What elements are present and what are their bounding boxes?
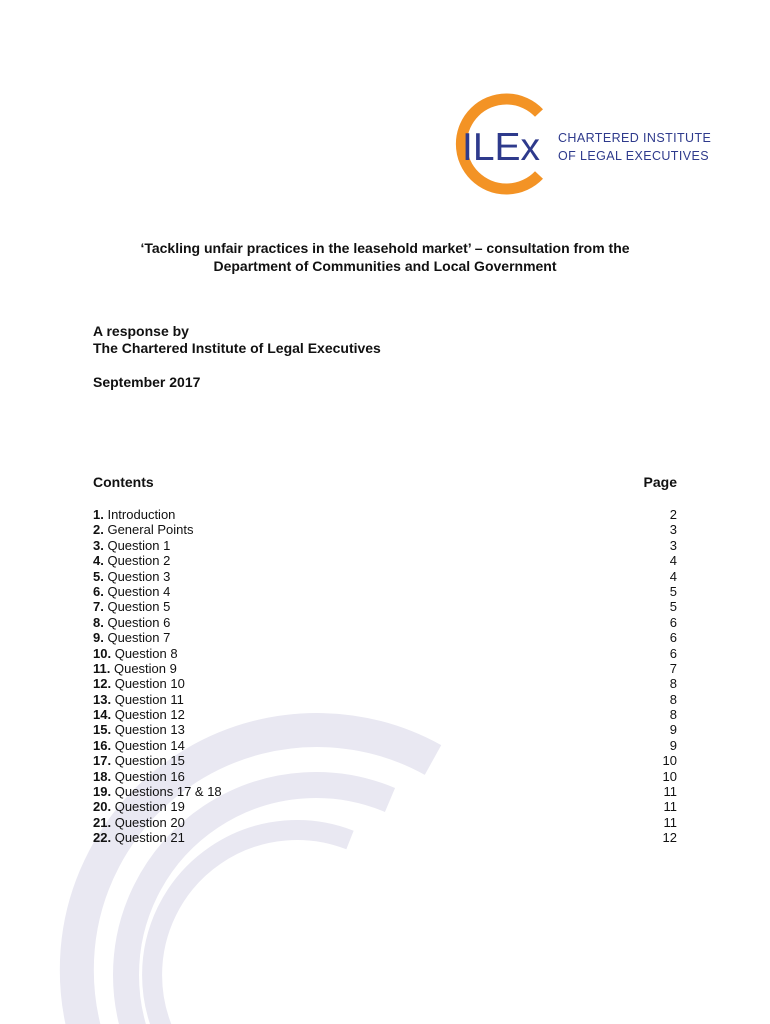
toc-item-label: Question 21 <box>114 830 185 846</box>
toc-item <box>93 584 677 599</box>
toc-item-page: 11 <box>663 799 677 815</box>
toc-item-title <box>93 769 185 784</box>
toc-item-label: Question 7 <box>107 630 171 646</box>
toc-item <box>93 553 677 568</box>
response-by <box>93 323 381 357</box>
toc-item <box>93 615 677 630</box>
toc-item-page: 3 <box>669 537 677 553</box>
toc-item <box>93 738 677 753</box>
toc-item-page: 8 <box>669 707 677 723</box>
toc-item-page: 2 <box>669 507 677 522</box>
response-line2: The Chartered Institute of Legal Executives <box>93 340 381 356</box>
toc-item-number: 13. <box>93 691 112 707</box>
toc-item <box>93 830 677 845</box>
title-line2: Department of Communities and Local Government <box>213 258 557 274</box>
toc-item-page: 12 <box>662 830 677 846</box>
toc-item-page: 9 <box>669 722 677 738</box>
toc-item <box>93 722 677 737</box>
toc-item-title <box>93 553 170 568</box>
toc-item <box>93 799 677 814</box>
toc-item-label: Question 5 <box>107 599 171 615</box>
toc-item-page: 9 <box>669 737 677 753</box>
toc-item-page: 6 <box>669 645 677 661</box>
toc-item-label: Question 4 <box>107 583 171 599</box>
toc-item <box>93 538 677 553</box>
toc-item <box>93 661 677 676</box>
toc-item-number: 7. <box>93 599 104 615</box>
toc-item-number: 18. <box>93 768 112 784</box>
toc-item-number: 4. <box>93 553 104 569</box>
toc-item <box>93 753 677 768</box>
toc-item-title <box>93 661 177 676</box>
toc-item-label: Question 11 <box>114 691 184 707</box>
toc-item-page: 5 <box>669 583 677 599</box>
toc-item-number: 5. <box>93 568 104 584</box>
toc-item-label: Questions 17 & 18 <box>114 784 222 800</box>
toc-item-label: Question 10 <box>114 676 185 692</box>
toc-item-label: General Points <box>107 522 194 538</box>
toc-item-number: 11. <box>93 660 111 676</box>
toc-item-number: 15. <box>93 722 112 738</box>
toc-item-title <box>93 615 170 630</box>
toc-item-title <box>93 707 185 722</box>
toc-item-label: Question 12 <box>114 707 185 723</box>
toc-item <box>93 630 677 645</box>
toc-item-page: 7 <box>669 660 677 676</box>
toc-item-number: 14. <box>93 707 112 723</box>
toc-item-number: 22. <box>93 830 112 846</box>
toc-item-label: Question 15 <box>114 753 185 769</box>
toc-item-label: Question 8 <box>114 645 178 661</box>
toc-item-number: 10. <box>93 645 112 661</box>
toc-item-label: Question 16 <box>114 768 185 784</box>
toc-item-number: 19. <box>93 784 112 800</box>
toc-item <box>93 676 677 691</box>
toc-item-title <box>93 538 170 553</box>
toc-item-number: 20. <box>93 799 112 815</box>
toc-item <box>93 569 677 584</box>
toc-item-title <box>93 676 185 691</box>
toc-item-page: 10 <box>662 753 677 769</box>
toc-item-number: 16. <box>93 737 112 753</box>
toc-item-title <box>93 630 170 645</box>
logo-mark-text: ILEx <box>462 126 541 169</box>
toc-item <box>93 784 677 799</box>
toc-item-page: 8 <box>669 676 677 692</box>
response-line1: A response by <box>93 323 189 339</box>
document-title <box>0 239 770 275</box>
toc-item <box>93 692 677 707</box>
toc-item-page: 4 <box>669 568 677 584</box>
toc-item-title <box>93 815 185 830</box>
toc-item-label: Question 2 <box>107 553 171 569</box>
toc-item-page: 3 <box>669 522 677 538</box>
toc-item <box>93 599 677 614</box>
toc-item-title <box>93 722 185 737</box>
toc-item-number: 3. <box>93 537 104 553</box>
toc-item-number: 21. <box>93 814 112 830</box>
toc-item-title <box>93 522 193 537</box>
toc-item-label: Question 9 <box>113 660 177 676</box>
toc-item-label: Introduction <box>107 507 176 522</box>
toc-item-title <box>93 646 178 661</box>
toc-item-title <box>93 507 175 522</box>
toc-item <box>93 815 677 830</box>
title-line1: ‘Tackling unfair practices in the leasehold market’ – consultation from the <box>140 240 630 256</box>
toc-item-page: 4 <box>669 553 677 569</box>
toc-item-title <box>93 599 170 614</box>
toc-item-label: Question 20 <box>114 814 185 830</box>
table-of-contents <box>93 507 677 846</box>
toc-item-number: 12. <box>93 676 112 692</box>
toc-item-title <box>93 753 185 768</box>
toc-item-label: Question 13 <box>114 722 185 738</box>
toc-item-page: 6 <box>669 630 677 646</box>
toc-item-title <box>93 784 222 799</box>
toc-item-number: 6. <box>93 583 104 599</box>
toc-item-label: Question 19 <box>114 799 185 815</box>
logo-line2: OF LEGAL EXECUTIVES <box>558 149 709 163</box>
toc-item-number: 1. <box>93 507 104 522</box>
toc-item-number: 2. <box>93 522 104 538</box>
toc-item-label: Question 6 <box>107 614 171 630</box>
logo-line1: CHARTERED INSTITUTE <box>558 131 712 145</box>
ilex-logo <box>444 92 734 196</box>
toc-item-title <box>93 569 170 584</box>
toc-item-title <box>93 692 184 707</box>
contents-heading: Contents <box>93 474 154 490</box>
toc-item-title <box>93 584 170 599</box>
toc-item-title <box>93 799 185 814</box>
toc-item-label: Question 14 <box>114 737 185 753</box>
toc-item <box>93 522 677 537</box>
toc-item <box>93 769 677 784</box>
toc-item-page: 10 <box>662 768 677 784</box>
toc-item-page: 5 <box>669 599 677 615</box>
toc-item-label: Question 3 <box>107 568 171 584</box>
toc-item-page: 8 <box>669 691 677 707</box>
toc-item-label: Question 1 <box>107 537 171 553</box>
toc-item-number: 17. <box>93 753 112 769</box>
toc-item-title <box>93 830 185 845</box>
publication-date: September 2017 <box>93 374 201 390</box>
toc-item-page: 11 <box>663 814 677 830</box>
toc-item-page: 6 <box>669 614 677 630</box>
toc-item-number: 9. <box>93 630 104 646</box>
toc-item-page: 11 <box>663 784 677 800</box>
toc-item <box>93 646 677 661</box>
page-heading: Page <box>643 474 677 490</box>
toc-item <box>93 507 677 522</box>
toc-item-title <box>93 738 185 753</box>
toc-item-number: 8. <box>93 614 104 630</box>
toc-item <box>93 707 677 722</box>
